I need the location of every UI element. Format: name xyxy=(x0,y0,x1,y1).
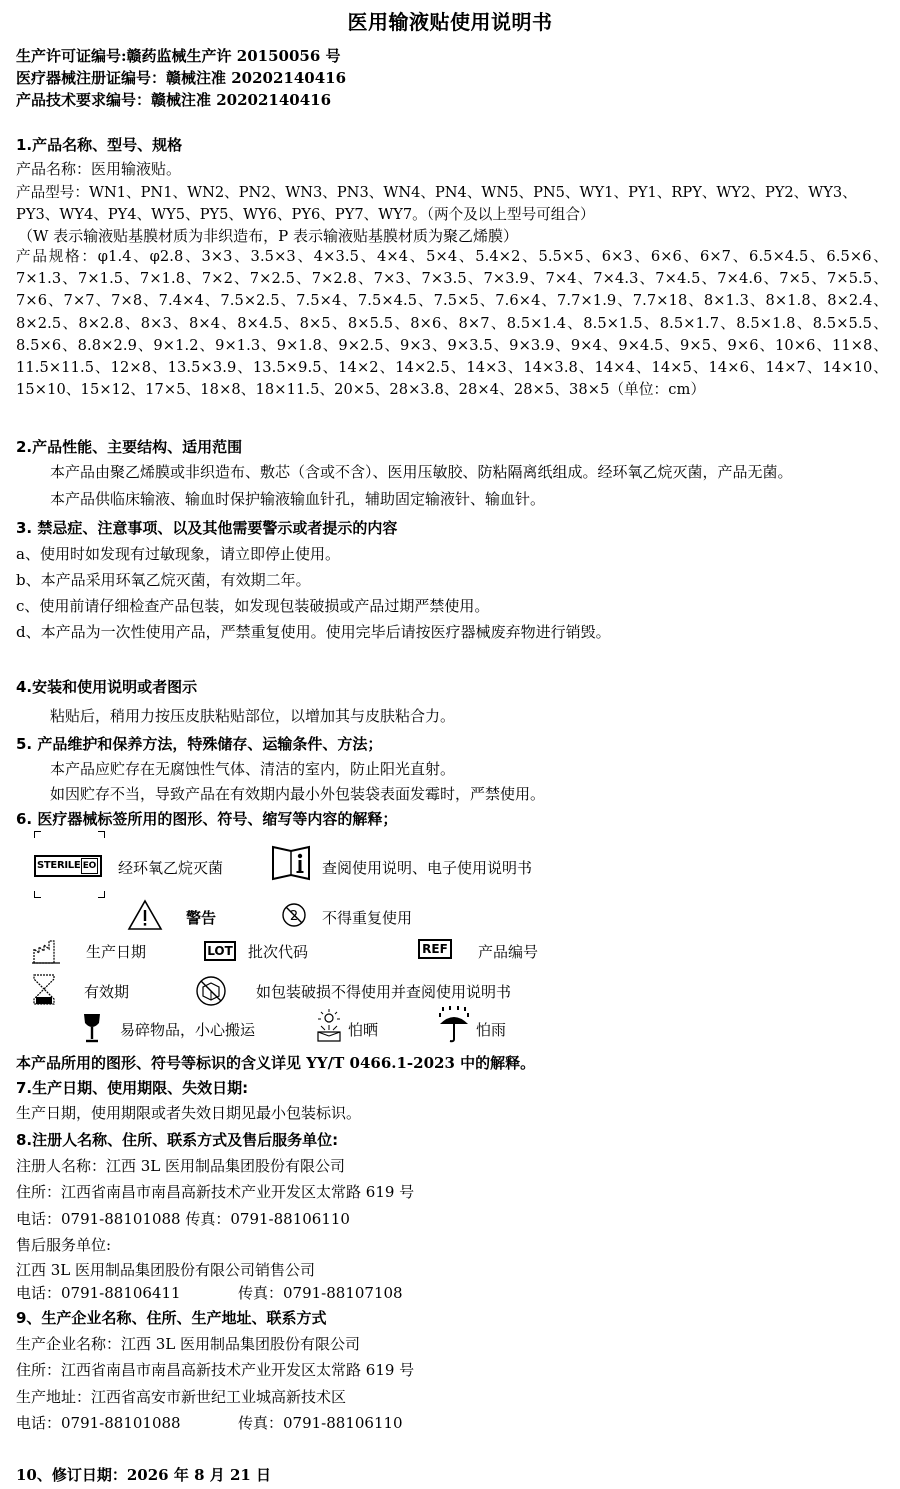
section-7-p1: 生产日期，使用期限或者失效日期见最小包装标识。 xyxy=(16,1104,362,1122)
registrant-name: 注册人名称：江西 3L 医用制品集团股份有限公司 xyxy=(16,1157,346,1175)
manufacture-date-label: 生产日期 xyxy=(86,943,147,961)
registration-number: 医疗器械注册证编号：赣械注准 20202140416 xyxy=(16,69,347,87)
svg-text:2: 2 xyxy=(289,909,299,924)
section-5-p1: 本产品应贮存在无腐蚀性气体、清洁的室内，防止阳光直射。 xyxy=(50,760,456,778)
fragile-icon xyxy=(78,1011,106,1045)
product-specs: 产品规格：φ1.4、φ2.8、3×3、3.5×3、4×3.5、4×4、5×4、5.4×2、5.5×5、6×3、6×6、6×7、6.5×4.5、6.5×6、7×1.3、7×1.5、7×1.8、7×2、7×2.5、7×2.8、7×3、7×3.5、7×3.9、7×4、7×4.3、7×4.5、7×4.6、7×5、7×5.5、7×6、7×7、7×8、7.4×4、7.5×2.5、7.5×4、7.5×4.5、7.5×5、7.6×4、7.7×1.9、7.7×18、8×1.3、8×1.8、8×2.4、8×2.5、8×2.8、8×3、8×4、8×4.5、8×5、8×5.5、8×6、8×7、8.5×1.4、8.5×1.5、8.5×1.7、8.5×1.8、8.5×5.5、8.5×6、8.8×2.9、9×1.2、9×1.3、9×1.8、9×2.5、9×3、9×3.5、9×3.9、9×4、9×4.5、9×5、9×6、10×6、11×8、11.5×11.5、12×8、13.5×3.9、13.5×9.5、14×2、14×2.5、14×3、14×3.8、14×4、14×5、14×6、14×7、14×10、15×10、15×12、17×5、18×8、18×11.5、20×5、28×3.8、28×4、28×5、38×5（单位：cm） xyxy=(16,248,888,399)
section-2-heading: 2.产品性能、主要结构、适用范围 xyxy=(16,438,243,456)
section-5-p2: 如因贮存不当，导致产品在有效期内最小外包装袋表面发霉时，严禁使用。 xyxy=(50,785,546,803)
manufacturing-site: 生产地址：江西省高安市新世纪工业城高新技术区 xyxy=(16,1388,347,1406)
warning-label: 警告 xyxy=(186,909,217,927)
do-not-reuse-icon xyxy=(281,902,307,928)
product-name: 产品名称：医用输液贴。 xyxy=(16,160,182,178)
section-1-heading: 1.产品名称、型号、规格 xyxy=(16,136,183,154)
lot-icon: LOT xyxy=(204,941,236,961)
keep-dry-label: 怕雨 xyxy=(476,1021,507,1039)
keep-away-from-sunlight-icon xyxy=(312,1008,346,1044)
list-item: a、使用时如发现有过敏现象，请立即停止使用。 xyxy=(16,545,340,563)
warning-icon xyxy=(126,898,164,932)
manufacture-date-icon xyxy=(30,935,64,967)
section-2-p2: 本产品供临床输液、输血时保护输液输血针孔，辅助固定输液针、输血针。 xyxy=(50,490,546,508)
document-title: 医用输液贴使用说明书 xyxy=(347,10,553,34)
after-sales-fax: 传真：0791-88107108 xyxy=(238,1284,403,1302)
manufacturer-name: 生产企业名称：江西 3L 医用制品集团股份有限公司 xyxy=(16,1335,361,1353)
ref-label: 产品编号 xyxy=(478,943,539,961)
keep-dry-icon xyxy=(436,1006,472,1044)
section-6-heading: 6. 医疗器械标签所用的图形、符号、缩写等内容的解释； xyxy=(16,810,398,828)
damaged-package-icon xyxy=(194,974,228,1008)
ref-icon: REF xyxy=(418,939,452,959)
production-license: 生产许可证编号:赣药监械生产许 20150056 号 xyxy=(16,47,341,65)
registrant-phone: 电话：0791-88101088 传真：0791-88106110 xyxy=(16,1210,350,1228)
section-3-heading: 3. 禁忌症、注意事项、以及其他需要警示或者提示的内容 xyxy=(16,519,398,537)
section-7-heading: 7.生产日期、使用期限、失效日期: xyxy=(16,1079,249,1097)
list-item: d、本产品为一次性使用产品，严禁重复使用。使用完毕后请按医疗器械废弃物进行销毁。 xyxy=(16,623,611,641)
revision-date: 10、修订日期：2026 年 8 月 21 日 xyxy=(16,1466,272,1484)
damaged-package-label: 如包装破损不得使用并查阅使用说明书 xyxy=(256,983,512,1001)
section-8-heading: 8.注册人名称、住所、联系方式及售后服务单位: xyxy=(16,1131,339,1149)
symbols-standard-note: 本产品所用的图形、符号等标识的含义详见 YY/T 0466.1-2023 中的解释。 xyxy=(16,1054,536,1072)
section-2-p1: 本产品由聚乙烯膜或非织造布、敷芯（含或不含）、医用压敏胶、防粘隔离纸组成。经环氧乙烷灭菌，产品无菌。 xyxy=(50,463,793,481)
section-4-heading: 4.安装和使用说明或者图示 xyxy=(16,678,198,696)
list-item: c、使用前请仔细检查产品包装，如发现包装破损或产品过期严禁使用。 xyxy=(16,597,490,615)
keep-away-from-sunlight-label: 怕晒 xyxy=(348,1021,379,1039)
hourglass-icon xyxy=(30,972,58,1008)
section-5-heading: 5. 产品维护和保养方法，特殊储存、运输条件、方法； xyxy=(16,735,383,753)
consult-ifu-label: 查阅使用说明、电子使用说明书 xyxy=(322,859,533,877)
do-not-reuse-label: 不得重复使用 xyxy=(322,909,413,927)
fragile-label: 易碎物品，小心搬运 xyxy=(120,1021,256,1039)
manufacturer-phone: 电话：0791-88101088 xyxy=(16,1414,181,1432)
list-item: b、本产品采用环氧乙烷灭菌，有效期二年。 xyxy=(16,571,311,589)
manufacturer-fax: 传真：0791-88106110 xyxy=(238,1414,403,1432)
section-4-p1: 粘贴后，稍用力按压皮肤粘贴部位，以增加其与皮肤粘合力。 xyxy=(50,707,456,725)
manufacturer-address: 住所：江西省南昌市南昌高新技术产业开发区太常路 619 号 xyxy=(16,1361,415,1379)
sterile-eo-label: 经环氧乙烷灭菌 xyxy=(118,859,224,877)
product-models: 产品型号：WN1、PN1、WN2、PN2、WN3、PN3、WN4、PN4、WN5、PN5、WY1、PY1、RPY、WY2、PY2、WY3、PY3、WY4、PY4、WY5、PY5、WY6、PY6、PY7、WY7。（两个及以上型号可组合） xyxy=(16,184,857,223)
registrant-address: 住所：江西省南昌市南昌高新技术产业开发区太常路 619 号 xyxy=(16,1183,415,1201)
after-sales-phone: 电话：0791-88106411 xyxy=(16,1284,181,1302)
expiry-label: 有效期 xyxy=(84,983,130,1001)
lot-label: 批次代码 xyxy=(248,943,309,961)
tech-requirement-number: 产品技术要求编号：赣械注准 20202140416 xyxy=(16,91,332,109)
section-9-heading: 9、生产企业名称、住所、生产地址、联系方式 xyxy=(16,1309,327,1327)
instruction-document: 医用输液贴使用说明书 生产许可证编号:赣药监械生产许 20150056 号 医疗器械注册证编号：赣械注准 20202140416 产品技术要求编号：赣械注准 20202140416 1.产品名称、型号、规格 产品名称：医用输液贴。 产品型号：WN1、PN1、WN2、PN2、WN3、PN3、WN4、PN4、WN5、PN5、WY1、PY1、RPY、WY2、PY2、WY3、PY3、WY4、PY4、WY5、PY5、WY6、PY6、PY7、WY7。（两个及以上型号可组合） （W 表示输液贴基膜材质为非织造布，P 表示输液贴基膜材质为聚乙烯膜） 产品规格：φ1.4、φ2.8、3×3、3.5×3、4×3.5、4×4、5×4、5.4×2、5.5×5、6×3、6×6、6×7、6.5×4.5、6.5×6、7×1.3、7×1.5、7×1.8、7×2、7×2.5、7×2.8、7×3、7×3.5、7×3.9、7×4、7×4.3、7×4.5、7×4.6、7×5、7×5.5、7×6、7×7、7×8、7.4×4、7.5×2.5、7.5×4、7.5×4.5、7.5×5、7.6×4、7.7×1.9、7.7×18、8×1.3、8×1.8、8×2.4、8×2.5、8×2.8、8×3、8×4、8×4.5、8×5、8×5.5、8×6、8×7、8.5×1.4、8.5×1.5、8.5×1.7、8.5×1.8、8.5×5.5、8.5×6、8.8×2.9、9×1.2、9×1.3、9×1.8、9×2.5、9×3、9×3.5、9×3.9、9×4、9×4.5、9×5、9×6、10×6、11×8、11.5×11.5、12×8、13.5×3.9、13.5×9.5、14×2、14×2.5、14×3、14×3.8、14×4、14×5、14×6、14×7、14×10、15×10、15×12、17×5、18×8、18×11.5、20×5、28×3.8、28×4、28×5、38×5（单位：cm） 2.产品性能、主要结构、适用范围 本产品由聚乙烯膜或非织造布、敷芯（含或不含）、医用压敏胶、防粘隔离纸组成。经环氧乙烷灭菌，产品无菌。 本产品供临床输液、输血时保护输液输血针孔，辅助固定输液针、输血针。 3. 禁忌症、注意事项、以及其他需要警示或者提示的内容 a、使用时如发现有过敏现象，请立即停止使用。 b、本产品采用环氧乙烷灭菌，有效期二年。 c、使用前请仔细检查产品包装，如发现包装破损或产品过期严禁使用。 d、本产品为一次性使用产品，严禁重复使用。使用完毕后请按医疗器械废弃物进行销毁。 4.安装和使用说明或者图示 粘贴后，稍用力按压皮肤粘贴部位，以增加其与皮肤粘合力。 5. 产品维护和保养方法，特殊储存、运输条件、方法； 本产品应贮存在无腐蚀性气体、清洁的室内，防止阳光直射。 如因贮存不当，导致产品在有效期内最小外包装袋表面发霉时，严禁使用。 6. 医疗器械标签所用的图形、符号、缩写等内容的解释； STERILE EO 经环氧乙烷灭菌 查阅使用说明、电子使用说明书 警告 2 不得重复使用 生产日期 LOT 批次代码 REF 产品编号 有效期 如包装破损不得使用并查阅使用说明书 易碎物品，小心搬运 怕晒 怕雨 本产品所用的图形、符号等标识的含义详见 YY/T 0466.1-2023 中的解释。 7.生产日期、使用期限、失效日期: 生产日期，使用期限或者失效日期见最小包装标识。 8.注册人名称、住所、联系方式及售后服务单位: 注册人名称：江西 3L 医用制品集团股份有限公司 住所：江西省南昌市南昌高新技术产业开发区太常路 619 号 电话：0791-88101088 传真：0791-88106110 售后服务单位: 江西 3L 医用制品集团股份有限公司销售公司 电话：0791-88106411 传真：0791-88107108 9、生产企业名称、住所、生产地址、联系方式 生产企业名称：江西 3L 医用制品集团股份有限公司 住所：江西省南昌市南昌高新技术产业开发区太常路 619 号 生产地址：江西省高安市新世纪工业城高新技术区 电话：0791-88101088 传真：0791-88106110 10、修订日期：2026 年 8 月 21 日 xyxy=(0,0,900,1489)
material-note: （W 表示输液贴基膜材质为非织造布，P 表示输液贴基膜材质为聚乙烯膜） xyxy=(18,227,519,245)
consult-ifu-icon xyxy=(270,843,312,883)
after-sales-label: 售后服务单位: xyxy=(16,1236,112,1254)
after-sales-name: 江西 3L 医用制品集团股份有限公司销售公司 xyxy=(16,1261,316,1279)
